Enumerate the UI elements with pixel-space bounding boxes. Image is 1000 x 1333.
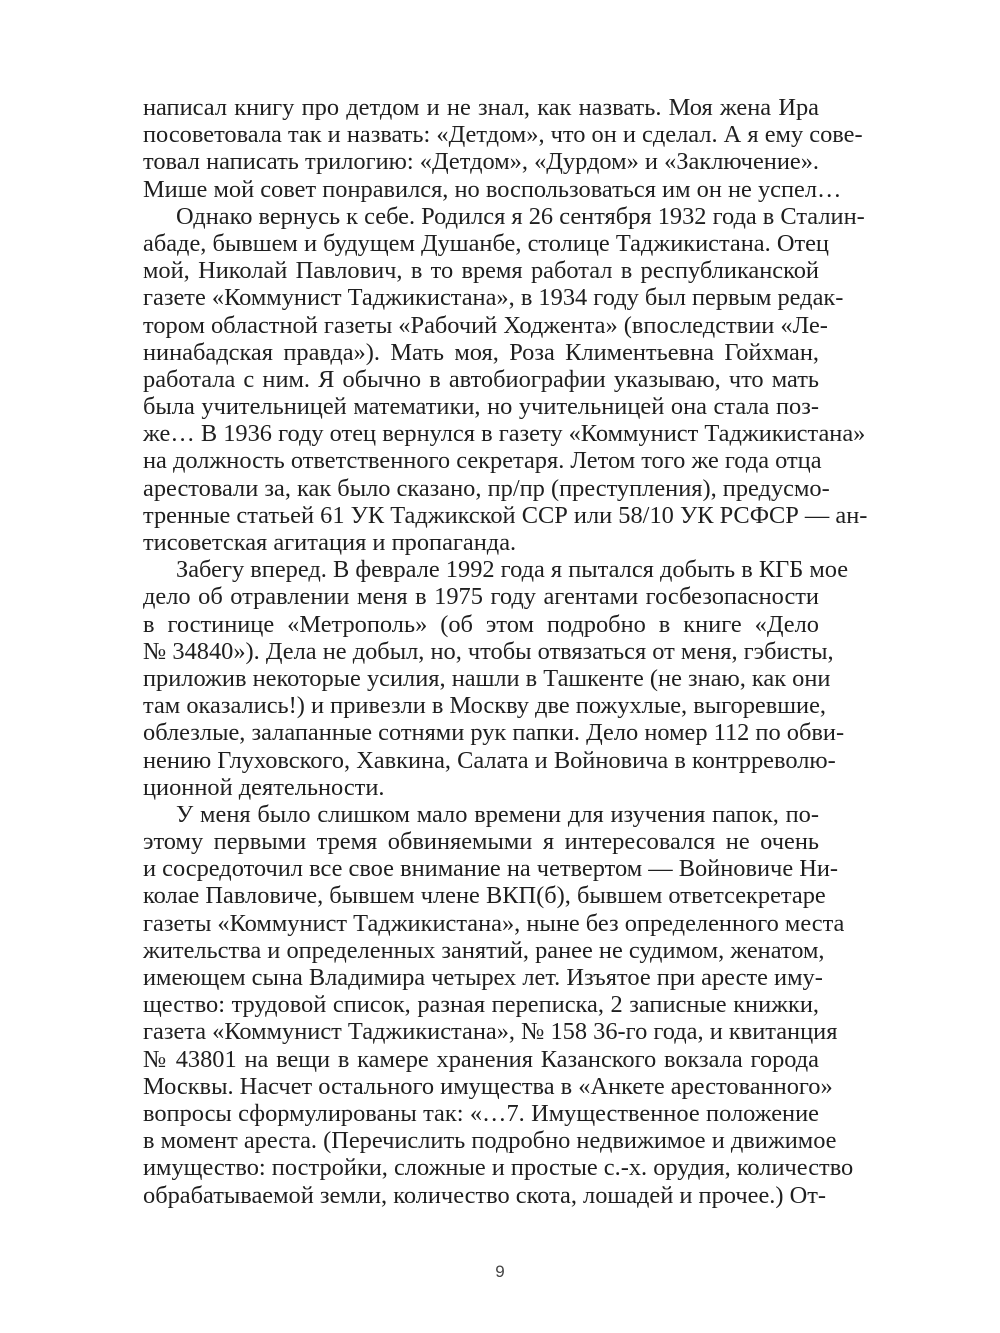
text-line: имеющем сына Владимира четырех лет. Изъятое при аресте иму-: [143, 964, 823, 991]
text-line: вопросы сформулированы так: «…7. Имущественное положение: [143, 1099, 819, 1127]
text-line: нинабадская правда»). Мать моя, Роза Климентьевна Гойхман,: [143, 338, 819, 366]
text-line: жительства и определенных занятий, ранее не судимом, женатом,: [143, 936, 825, 964]
page-number: 9: [495, 1262, 505, 1281]
text-line: ционной деятельности.: [143, 773, 385, 801]
text-line: же… В 1936 году отец вернулся в газету «Коммунист Таджикистана»: [143, 420, 866, 448]
text-line: арестовали за, как было сказано, пр/пр (преступления), предусмо-: [143, 474, 830, 502]
body-text: [143, 94, 868, 1209]
text-line: приложив некоторые усилия, нашли в Ташкенте (не знаю, как они: [143, 664, 831, 692]
text-line: У меня было слишком мало времени для изучения папок, по-: [176, 800, 819, 828]
text-line: на должность ответственного секретаря. Летом того же года отца: [143, 447, 822, 475]
text-line: посоветовала так и назвать: «Детдом», что он и сделал. А я ему сове-: [143, 121, 863, 149]
text-line: тисоветская агитация и пропаганда.: [143, 529, 517, 556]
text-line: Мише мой совет понравился, но воспользоваться им он не успел…: [143, 175, 842, 203]
text-line: колае Павловиче, бывшем члене ВКП(б), бывшем ответсекретаре: [143, 882, 826, 910]
text-line: дело об отравлении меня в 1975 году агентами госбезопасности: [143, 583, 819, 611]
text-line: там оказались!) и привезли в Москву две пожухлые, выгоревшие,: [143, 692, 827, 720]
text-line: газете «Коммунист Таджикистана», в 1934 году был первым редак-: [143, 284, 844, 312]
text-line: щество: трудовой список, разная переписка, 2 записные книжки,: [143, 991, 819, 1019]
text-line: газета «Коммунист Таджикистана», № 158 36-го года, и квитанция: [143, 1018, 838, 1046]
text-line: мой, Николай Павлович, в то время работал в республиканской: [143, 257, 819, 285]
text-line: абаде, бывшем и будущем Душанбе, столице Таджикистана. Отец: [143, 229, 829, 257]
text-line: № 34840»). Дела не добыл, но, чтобы отвязаться от меня, гэбисты,: [143, 637, 834, 665]
text-line: тором областной газеты «Рабочий Ходжента» (впоследствии «Ле-: [143, 311, 828, 339]
text-line: имущество: постройки, сложные и простые с.-х. орудия, количество: [143, 1154, 854, 1182]
text-line: товал написать трилогию: «Детдом», «Дурдом» и «Заключение».: [143, 148, 819, 176]
text-line: написал книгу про детдом и не знал, как назвать. Моя жена Ира: [143, 94, 819, 121]
text-line: газеты «Коммунист Таджикистана», ныне без определенного места: [143, 909, 845, 937]
text-line: этому первыми тремя обвиняемыми я интересовался не очень: [143, 828, 819, 856]
text-line: нению Глуховского, Хавкина, Салата и Войновича в контрреволю-: [143, 746, 836, 774]
text-line: в гостинице «Метрополь» (об этом подробно в книге «Дело: [143, 610, 819, 638]
text-line: тренные статьей 61 УК Таджикской ССР или 58/10 УК РСФСР — ан-: [143, 501, 868, 529]
text-line: работала с ним. Я обычно в автобиографии указываю, что мать: [143, 365, 819, 393]
text-line: в момент ареста. (Перечислить подробно недвижимое и движимое: [143, 1127, 837, 1155]
text-line: Однако вернусь к себе. Родился я 26 сентября 1932 года в Сталин-: [176, 202, 865, 230]
text-line: и сосредоточил все свое внимание на четвертом — Войновиче Ни-: [143, 855, 839, 883]
text-line: обрабатываемой земли, количество скота, лошадей и прочее.) От-: [143, 1181, 826, 1209]
text-line: была учительницей математики, но учительницей она стала поз-: [143, 393, 819, 421]
text-line: облезлые, залапанные сотнями рук папки. Дело номер 112 по обви-: [143, 719, 845, 747]
text-line: Москвы. Насчет остального имущества в «Анкете арестованного»: [143, 1072, 833, 1100]
text-line: № 43801 на вещи в камере хранения Казанского вокзала города: [143, 1045, 819, 1073]
text-line: Забегу вперед. В феврале 1992 года я пытался добыть в КГБ мое: [176, 556, 849, 584]
